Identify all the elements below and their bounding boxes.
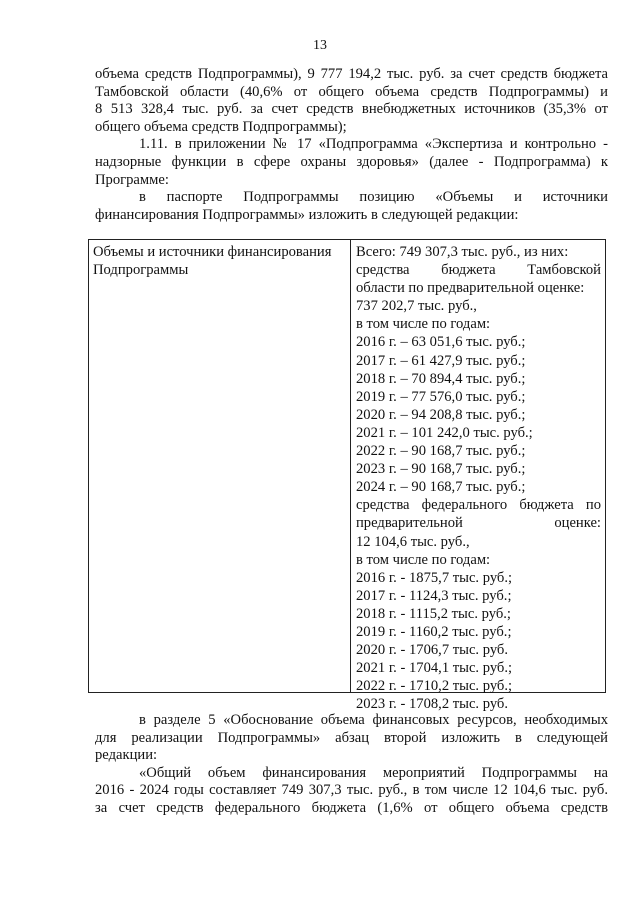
text-line: для реализации Подпрограммы» абзац второй изложить в следующей: [95, 729, 608, 746]
table-value-line: [356, 514, 601, 532]
table-value-text: предварительной оценке:: [356, 515, 601, 532]
text-line: финансирования Подпрограммы» изложить в следующей редакции:: [95, 206, 519, 223]
table-value-line: средства бюджета Тамбовской: [356, 262, 601, 279]
table-value-line: в том числе по годам:: [356, 551, 491, 568]
table-value-line: 2016 г. – 63 051,6 тыс. руб.;: [356, 334, 526, 351]
table-label-line: Подпрограммы: [93, 261, 189, 278]
text-line: общего объема средств Подпрограммы);: [95, 118, 347, 135]
page-number: 13: [313, 38, 327, 53]
text-line: 1.11. в приложении № 17 «Подпрограмма «Экспертиза и контрольно -: [139, 136, 608, 153]
text-line: в разделе 5 «Обоснование объема финансовых ресурсов, необходимых: [139, 712, 608, 728]
top-paragraphs: [95, 66, 608, 224]
text-line: 8 513 328,4 тыс. руб. за счет средств внебюджетных источников (35,3% от: [95, 101, 608, 118]
table-value-line: 2018 г. - 1115,2 тыс. руб.;: [356, 605, 511, 622]
table-value-line: области по предварительной оценке:: [356, 280, 585, 297]
table-label-line: Объемы и источники финансирования: [93, 244, 332, 260]
table-value-line: 2020 г. - 1706,7 тыс. руб.: [356, 642, 509, 659]
text-line: 2016 - 2024 годы составляет 749 307,3 тыс. руб., в том числе 12 104,6 тыс. руб.: [95, 782, 608, 799]
table-value-line: 2020 г. – 94 208,8 тыс. руб.;: [356, 406, 526, 423]
table-value-line: 2019 г. – 77 576,0 тыс. руб.;: [356, 388, 526, 405]
table-value-line: 2022 г. – 90 168,7 тыс. руб.;: [356, 443, 526, 460]
passport-table: [88, 239, 606, 713]
table-value-line: 2021 г. - 1704,1 тыс. руб.;: [356, 660, 513, 677]
text-line: Программе:: [95, 171, 169, 188]
table-value-line: 2016 г. - 1875,7 тыс. руб.;: [356, 569, 513, 586]
text-line: редакции:: [95, 747, 158, 764]
table-value-line: 2021 г. – 101 242,0 тыс. руб.;: [356, 424, 533, 441]
table-value-line: 2018 г. – 70 894,4 тыс. руб.;: [356, 370, 526, 387]
table-value-line: 2017 г. - 1124,3 тыс. руб.;: [356, 587, 512, 604]
text-line: «Общий объем финансирования мероприятий Подпрограммы на: [139, 764, 608, 781]
table-value-line: 2022 г. - 1710,2 тыс. руб.;: [356, 678, 513, 695]
text-line: в паспорте Подпрограммы позицию «Объемы и источники: [139, 189, 608, 206]
table-value-line: Всего: 749 307,3 тыс. руб., из них:: [356, 244, 569, 260]
text-line: Тамбовской области (40,6% от общего объема средств Подпрограммы) и: [95, 83, 608, 100]
table-value-line: в том числе по годам:: [356, 316, 491, 333]
table-value-line: 12 104,6 тыс. руб.,: [356, 533, 470, 550]
table-value-line: 2019 г. - 1160,2 тыс. руб.;: [356, 623, 512, 640]
table-value-line: средства федерального бюджета по: [356, 497, 601, 514]
table-value-line: 2023 г. - 1708,2 тыс. руб.: [356, 696, 509, 713]
table-right-cell: [351, 240, 605, 713]
text-line: объема средств Подпрограммы), 9 777 194,2 тыс. руб. за счет средств бюджета: [95, 66, 608, 82]
table-value-line: 737 202,7 тыс. руб.,: [356, 298, 477, 315]
table-value-line: 2023 г. – 90 168,7 тыс. руб.;: [356, 461, 526, 478]
table-value-line: 2017 г. – 61 427,9 тыс. руб.;: [356, 352, 526, 369]
text-line: за счет средств федерального бюджета (1,6% от общего объема средств: [95, 799, 608, 816]
table-left-cell: [89, 240, 351, 692]
text-line: надзорные функции в сфере охраны здоровья» (далее - Подпрограмма) к: [95, 153, 608, 170]
bottom-paragraphs: [95, 712, 608, 818]
table-value-line: 2024 г. – 90 168,7 тыс. руб.;: [356, 479, 526, 496]
